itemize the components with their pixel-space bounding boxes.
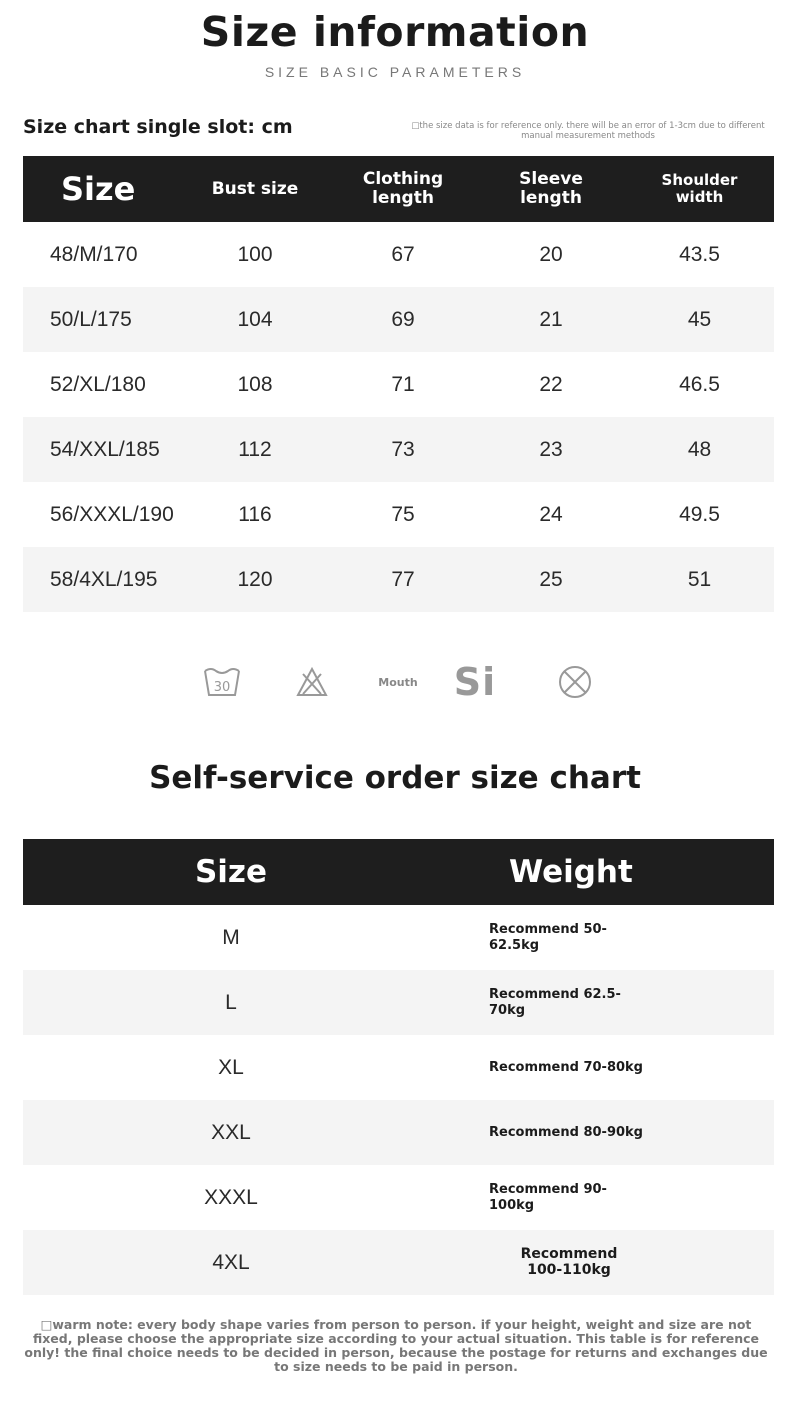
cell-bust: 108 xyxy=(237,372,273,396)
wash-temp-label: 30 xyxy=(213,680,231,695)
table-row xyxy=(23,417,774,482)
cell-length: 71 xyxy=(391,372,415,396)
page-title: Size information xyxy=(200,8,590,56)
cell-weight: Recommend 80-90kg xyxy=(489,1124,643,1140)
table-row xyxy=(23,222,774,287)
cell-size: M xyxy=(222,925,240,949)
cell-length: 67 xyxy=(391,242,415,266)
cell-size: 58/4XL/195 xyxy=(50,567,158,591)
cell-weight: Recommend 90-100kg xyxy=(489,1181,607,1213)
page-subtitle: SIZE BASIC PARAMETERS xyxy=(264,64,526,80)
cell-length: 73 xyxy=(391,437,415,461)
cell-shoulder: 51 xyxy=(687,567,712,591)
no-tumble-dry-icon xyxy=(554,656,596,708)
order-chart-title: Self-service order size chart xyxy=(149,760,641,796)
cell-weight: Recommend 70-80kg xyxy=(489,1059,643,1075)
col-header-sleeve-length: Sleeve length xyxy=(519,169,583,208)
col-header-size: Size xyxy=(61,169,136,208)
cell-sleeve: 24 xyxy=(539,502,563,526)
cell-bust: 120 xyxy=(237,567,273,591)
care-icons-row xyxy=(0,656,790,708)
cell-shoulder: 43.5 xyxy=(679,242,720,266)
cell-shoulder: 49.5 xyxy=(679,502,720,526)
cell-bust: 112 xyxy=(238,437,272,461)
cell-size: XL xyxy=(218,1055,244,1079)
table-row xyxy=(23,970,774,1035)
col-header-weight: Weight xyxy=(509,854,633,890)
table-row xyxy=(23,1230,774,1295)
col-header-bust: Bust size xyxy=(211,178,299,199)
col-header-size: Size xyxy=(194,854,268,890)
cell-size: 4XL xyxy=(212,1250,250,1274)
mouth-label: Mouth xyxy=(378,675,418,689)
cell-shoulder: 45 xyxy=(687,307,712,331)
order-size-table xyxy=(23,839,774,1295)
cell-weight: Recommend 100-110kg xyxy=(520,1246,618,1278)
wash-30-icon xyxy=(200,656,244,708)
table-row xyxy=(23,1100,774,1165)
cell-bust: 116 xyxy=(238,502,272,526)
no-bleach-icon xyxy=(292,656,332,708)
cell-size: XXXL xyxy=(204,1185,258,1209)
cell-size: XXL xyxy=(211,1120,251,1144)
cell-sleeve: 25 xyxy=(539,567,563,591)
cell-size: L xyxy=(225,990,237,1014)
cell-sleeve: 21 xyxy=(539,307,563,331)
table-header-row xyxy=(23,156,774,222)
cell-sleeve: 22 xyxy=(539,372,563,396)
table-header-row xyxy=(23,839,774,905)
cell-size: 52/XL/180 xyxy=(50,372,146,396)
table-row xyxy=(23,352,774,417)
cell-weight: Recommend 62.5-70kg xyxy=(489,986,621,1018)
cell-size: 56/XXXL/190 xyxy=(50,502,174,526)
cell-bust: 100 xyxy=(237,242,273,266)
si-label: Si xyxy=(453,660,497,704)
cell-bust: 104 xyxy=(237,307,273,331)
size-parameters-table xyxy=(23,156,774,612)
warm-note: □warm note: every body shape varies from person to person. if your height, weight and size are not fixed, please choose the appropriate size according to your actual situation. This table is for reference only! the final choice needs to be decided in person, because the postage for returns and exchanges due to size needs to be paid in person. xyxy=(24,1317,768,1374)
cell-sleeve: 20 xyxy=(539,242,563,266)
cell-length: 77 xyxy=(391,567,415,591)
cell-size: 54/XXL/185 xyxy=(50,437,160,461)
cell-length: 69 xyxy=(391,307,415,331)
cell-shoulder: 46.5 xyxy=(679,372,720,396)
table-row xyxy=(23,482,774,547)
table-row xyxy=(23,287,774,352)
table-row xyxy=(23,1035,774,1100)
cell-weight: Recommend 50-62.5kg xyxy=(489,921,607,953)
table-row xyxy=(23,905,774,970)
col-header-shoulder-width: Shoulder width xyxy=(661,171,738,206)
cell-shoulder: 48 xyxy=(687,437,712,461)
cell-sleeve: 23 xyxy=(539,437,563,461)
size-chart-note: □the size data is for reference only. there will be an error of 1-3cm due to different manual measurement methods xyxy=(411,121,765,141)
size-chart-label: Size chart single slot: cm xyxy=(23,116,293,138)
col-header-clothing-length: Clothing length xyxy=(362,169,444,208)
cell-size: 48/M/170 xyxy=(50,242,138,266)
cell-size: 50/L/175 xyxy=(50,307,132,331)
table-row xyxy=(23,1165,774,1230)
table-row xyxy=(23,547,774,612)
cell-length: 75 xyxy=(391,502,415,526)
